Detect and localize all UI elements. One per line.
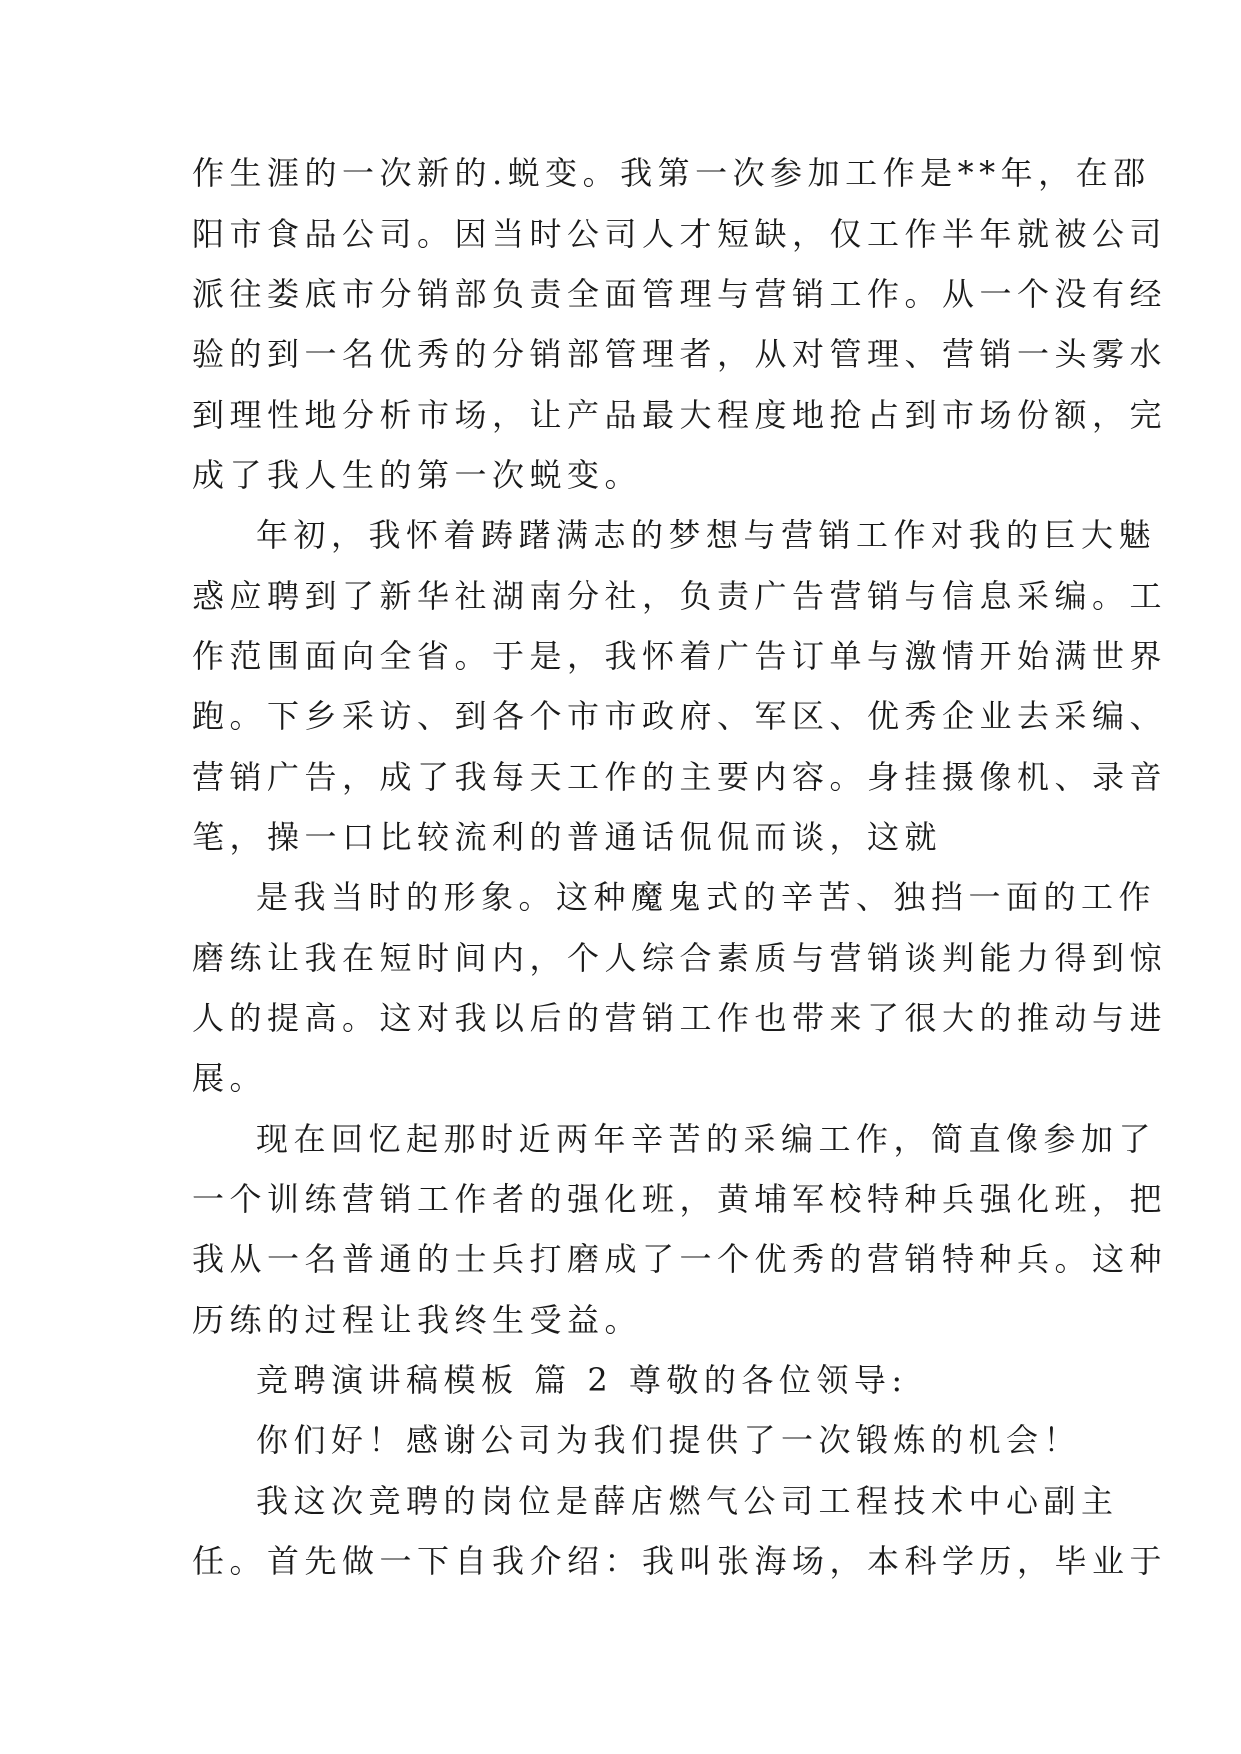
text-line: 阳市食品公司。因当时公司人才短缺，仅工作半年就被公司 <box>192 215 1168 253</box>
text-line: 你们好！感谢公司为我们提供了一次锻炼的机会！ <box>256 1421 1082 1459</box>
text-line: 到理性地分析市场，让产品最大程度地抢占到市场份额，完 <box>192 396 1168 434</box>
text-line: 营销广告，成了我每天工作的主要内容。身挂摄像机、录音 <box>192 758 1168 796</box>
text-line: 竞聘演讲稿模板 篇 2 尊敬的各位领导: <box>256 1361 908 1399</box>
text-line: 历练的过程让我终生受益。 <box>192 1301 643 1339</box>
text-line: 人的提高。这对我以后的营销工作也带来了很大的推动与进 <box>192 999 1168 1037</box>
text-line: 笔，操一口比较流利的普通话侃侃而谈，这就 <box>192 818 943 856</box>
text-line: 现在回忆起那时近两年辛苦的采编工作，简直像参加了 <box>256 1120 1157 1158</box>
text-line: 验的到一名优秀的分销部管理者，从对管理、营销一头雾水 <box>192 335 1168 373</box>
text-line: 跑。下乡采访、到各个市市政府、军区、优秀企业去采编、 <box>192 697 1168 735</box>
text-line: 我从一名普通的士兵打磨成了一个优秀的营销特种兵。这种 <box>192 1240 1168 1278</box>
text-line: 磨练让我在短时间内，个人综合素质与营销谈判能力得到惊 <box>192 939 1168 977</box>
text-line: 是我当时的形象。这种魔鬼式的辛苦、独挡一面的工作 <box>256 878 1157 916</box>
text-line: 派往娄底市分销部负责全面管理与营销工作。从一个没有经 <box>192 275 1168 313</box>
text-line: 年初，我怀着踌躇满志的梦想与营销工作对我的巨大魅 <box>256 516 1157 554</box>
text-line: 我这次竞聘的岗位是薛店燃气公司工程技术中心副主 <box>256 1482 1119 1520</box>
text-line: 成了我人生的第一次蜕变。 <box>192 456 643 494</box>
text-line: 作范围面向全省。于是，我怀着广告订单与激情开始满世界 <box>192 637 1168 675</box>
text-line: 展。 <box>192 1059 268 1097</box>
text-line: 任。首先做一下自我介绍：我叫张海场，本科学历，毕业于 <box>192 1542 1168 1580</box>
text-line: 惑应聘到了新华社湖南分社，负责广告营销与信息采编。工 <box>192 577 1168 615</box>
text-line: 一个训练营销工作者的强化班，黄埔军校特种兵强化班，把 <box>192 1180 1168 1218</box>
text-line: 作生涯的一次新的.蜕变。我第一次参加工作是**年，在邵 <box>192 154 1151 192</box>
